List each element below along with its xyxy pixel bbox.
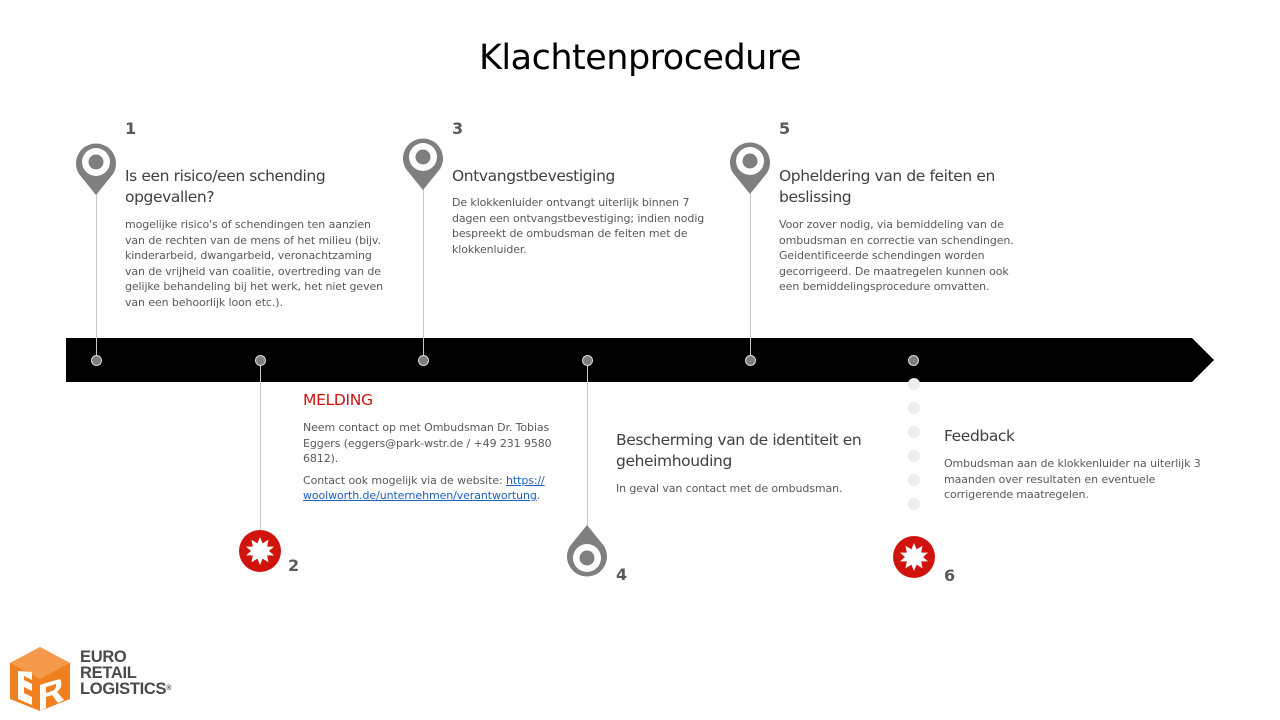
- step-body-4: In geval van contact met de ombudsman.: [616, 482, 843, 495]
- connector-line-5: [750, 190, 751, 360]
- euro-retail-logistics-logo-icon: [6, 641, 74, 713]
- connector-line-4: [587, 360, 588, 528]
- logo-line-2: RETAIL: [80, 664, 137, 682]
- website-label: Contact ook mogelijk via de website:: [303, 473, 503, 487]
- map-pin-icon-3: [401, 137, 445, 191]
- step-heading-4: Bescherming van de identiteit en geheimhouding: [616, 431, 862, 470]
- alert-badge-icon-2: [238, 529, 282, 573]
- registered-mark: ®: [166, 685, 172, 692]
- dotted-connector-6: [908, 450, 920, 462]
- step-body-3: De klokkenluider ontvangt uiterlijk binnen 7 dagen een ontvangstbevestiging; indien nodig bespreekt de ombudsman de feiten met de klokkenluider.: [452, 196, 705, 256]
- timeline-dot-6: [908, 355, 919, 366]
- step-number-4: 4: [616, 565, 628, 584]
- dotted-connector-6: [908, 474, 920, 486]
- step-number-1: 1: [125, 119, 137, 138]
- timeline-dot-5: [745, 355, 756, 366]
- connector-line-3: [423, 186, 424, 360]
- dotted-connector-6: [908, 378, 920, 390]
- map-pin-icon-1: [74, 142, 118, 196]
- step-body-6: Ombudsman aan de klokkenluider na uiterlijk 3 maanden over resultaten en eventuele corrigerende maatregelen.: [944, 457, 1201, 502]
- step-body-5: Voor zover nodig, via bemiddeling van de ombudsman en correctie van schendingen. Geidentificeerde schendingen worden gecorrigeerd. De maatregelen kunnen ook een bemiddelingsprocedure omvatten.: [779, 218, 1014, 294]
- timeline-dot-2: [255, 355, 266, 366]
- step-number-2: 2: [288, 556, 300, 575]
- step-heading-2: MELDING: [303, 391, 373, 409]
- connector-line-2: [260, 360, 261, 535]
- step-number-5: 5: [779, 119, 791, 138]
- connector-line-1: [96, 192, 97, 360]
- step-body-1: mogelijke risico's of schendingen ten aanzien van de rechten van de mens of het milieu (bijv. kinderarbeid, dwangarbeid, veronachtzaming van de vrijheid van coalitie, overtreding van de gelijke behandeling bij het werk, het niet geven van een behoorlijk loon etc.).: [125, 218, 384, 309]
- website-suffix: .: [536, 489, 541, 503]
- dotted-connector-6: [908, 402, 920, 414]
- timeline-dot-1: [91, 355, 102, 366]
- timeline-dot-4: [582, 355, 593, 366]
- map-pin-icon-4: [565, 524, 609, 578]
- step-heading-1: Is een risico/een schending opgevallen?: [125, 167, 326, 206]
- step-number-3: 3: [452, 119, 464, 138]
- logo-line-3-text: LOGISTICS: [80, 680, 167, 698]
- alert-badge-icon-6: [892, 535, 936, 579]
- map-pin-icon-5: [728, 141, 772, 195]
- logo-line-3: [80, 681, 171, 697]
- step-body-2-contact: Neem contact op met Ombudsman Dr. Tobias Eggers (eggers@park-wstr.de / +49 231 9580 6812).: [303, 421, 552, 466]
- step-number-6: 6: [944, 566, 956, 585]
- slide-title: Klachtenprocedure: [478, 38, 802, 78]
- step-body-2-website: [303, 473, 551, 504]
- step-heading-5: Opheldering van de feiten en beslissing: [779, 167, 995, 206]
- step-heading-6: Feedback: [944, 427, 1015, 445]
- step-body-2: [303, 420, 565, 510]
- timeline-dot-3: [418, 355, 429, 366]
- dotted-connector-6: [908, 498, 920, 510]
- dotted-connector-6: [908, 426, 920, 438]
- logo-line-1: EURO: [80, 648, 127, 666]
- step-heading-3: Ontvangstbevestiging: [452, 167, 615, 185]
- logo-text: [80, 649, 171, 697]
- website-link[interactable]: https://woolworth.de/unternehmen/verantwortung: [303, 473, 545, 503]
